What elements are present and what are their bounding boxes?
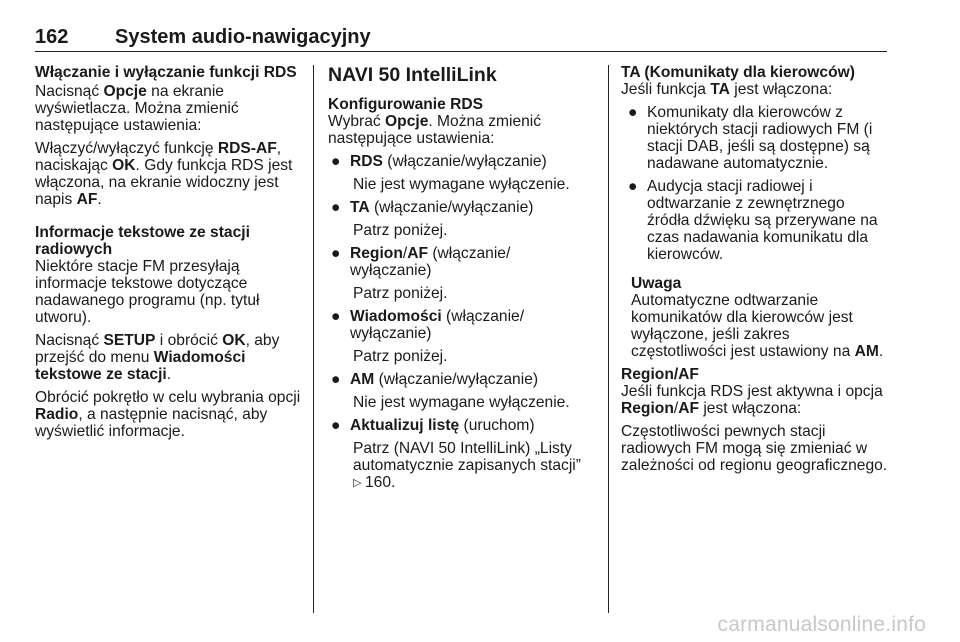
paragraph: Niektóre stacje FM przesyłają informacje tekstowe dotyczące nadawanego programu (np. tytuł utworu). [35, 258, 260, 326]
paragraph: Jeśli funkcja RDS jest aktywna i opcja Region/AF jest włączona: [621, 383, 883, 417]
paragraph: Włączyć/wyłączyć funkcję RDS-AF, naciskając OK. Gdy funkcja RDS jest włączona, na ekranie widoczny jest napis AF. [35, 140, 293, 208]
paragraph: Nacisnąć SETUP i obrócić OK, aby przejść do menu Wiadomości tekstowe ze stacji. [35, 332, 280, 383]
section-heading-text-info: Informacje tekstowe ze stacji radiowych [35, 224, 250, 258]
bullet-icon: ● [331, 371, 341, 388]
list-item: ● RDS (włączanie/wyłączanie) [328, 153, 590, 170]
section-heading-rds-config: Konfigurowanie RDS [328, 96, 484, 113]
column-divider-2 [608, 65, 609, 613]
bullet-icon: ● [331, 308, 341, 325]
paragraph: Jeśli funkcja TA jest włączona: [621, 81, 833, 98]
section-heading-ta: TA (Komunikaty dla kierowców) [621, 64, 855, 81]
column-right [621, 64, 889, 480]
list-item-note: Patrz poniżej. [353, 348, 448, 365]
bullet-icon: ● [331, 417, 341, 434]
note-text: Automatyczne odtwarzanie komunikatów dla kierowców jest wyłączone, jeśli zakres częstotliwości jest ustawiony na AM. [631, 292, 884, 360]
list-item: ● Komunikaty dla kierowców z niektórych stacji radiowych FM (i stacji DAB, jeśli są dostępne) są nadawane automatycznie. [625, 104, 889, 172]
note-box [631, 275, 889, 360]
section-heading-rds-onoff: Włączanie i wyłączanie funkcji RDS [35, 64, 297, 81]
list-item: ● Region/AF (włączanie/ wyłączanie) [328, 245, 590, 279]
watermark: carmanualsonline.info [717, 613, 926, 636]
list-item: ● TA (włączanie/wyłączanie) [328, 199, 590, 216]
paragraph: Wybrać Opcje. Można zmienić następujące ustawienia: [328, 113, 542, 147]
list-item-note: Patrz poniżej. [353, 285, 448, 302]
list-item: ● Wiadomości (włączanie/ wyłączanie) [328, 308, 590, 342]
chapter-title: System audio-nawigacyjny [115, 26, 371, 48]
page-reference: 160. [365, 474, 396, 491]
paragraph: Nacisnąć Opcje na ekranie wyświetlacza. Można zmienić następujące ustawienia: [35, 83, 239, 134]
column-divider-1 [313, 65, 314, 613]
page-number: 162 [35, 26, 69, 48]
note-title: Uwaga [631, 275, 682, 292]
column-middle [328, 64, 590, 498]
column-left [35, 64, 303, 446]
list-item: ● Aktualizuj listę (uruchom) [328, 417, 590, 434]
list-item-note: Nie jest wymagane wyłączenie. [353, 394, 570, 411]
bullet-icon: ● [628, 104, 638, 121]
bullet-icon: ● [331, 199, 341, 216]
list-item: ● Audycja stacji radiowej i odtwarzanie z zewnętrznego źródła dźwięku są przerywane na czas nadawania komunikatu dla kierowców. [625, 178, 889, 263]
page-header [35, 26, 885, 52]
bullet-icon: ● [331, 153, 341, 170]
paragraph: Obrócić pokrętło w celu wybrania opcji Radio, a następnie nacisnąć, aby wyświetlić informacje. [35, 389, 301, 440]
section-title-navi50: NAVI 50 IntelliLink [328, 64, 497, 86]
header-divider [35, 51, 887, 52]
paragraph: Częstotliwości pewnych stacji radiowych FM mogą się zmieniać w zależności od regionu geograficznego. [621, 423, 888, 474]
list-item-note: Patrz (NAVI 50 IntelliLink) „Listy automatycznie zapisanych stacji” ▷ 160. [353, 440, 581, 491]
bullet-icon: ● [628, 178, 638, 195]
bullet-icon: ● [331, 245, 341, 262]
list-item-note: Patrz poniżej. [353, 222, 448, 239]
page-reference-arrow-icon: ▷ [353, 477, 362, 489]
list-item: ● AM (włączanie/wyłączanie) [328, 371, 590, 388]
list-item-note: Nie jest wymagane wyłączenie. [353, 176, 570, 193]
section-heading-region-af: Region/AF [621, 366, 699, 383]
